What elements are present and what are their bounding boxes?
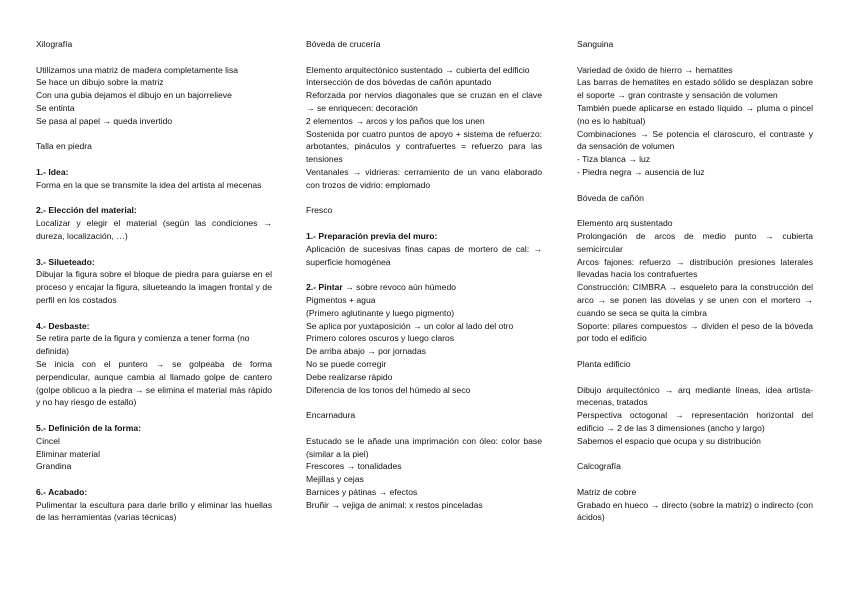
- column-middle: [306, 38, 542, 511]
- text-line: Sabemos el espacio que ocupa y su distribución: [577, 435, 761, 446]
- step-heading-pintar: 2.- Pintar: [306, 282, 343, 293]
- text-line: Frescores → tonalidades: [306, 461, 402, 472]
- text-line: 2 elementos → arcos y los paños que los unen: [306, 115, 485, 126]
- text-line: Con una gubia dejamos el dibujo en un bajorrelieve: [36, 90, 232, 101]
- step-text: Se inicia con el puntero → se golpeaba de forma perpendicular, aunque cambia al llamado golpe de cantero (golpe oblicuo a la piedra → se elimina el material más rápido y no hay riesgo de estallo): [36, 358, 272, 408]
- text-line: Se aplica por yuxtaposición → un color al lado del otro: [306, 320, 514, 331]
- text-line: (Primero aglutinante y luego pigmento): [306, 307, 455, 318]
- step-heading-material: 2.- Elección del material:: [36, 205, 137, 216]
- text-line: Diferencia de los tonos del húmedo al seco: [306, 384, 471, 395]
- text-line: También puede aplicarse en estado líquido → pluma o pincel (no es lo habitual): [577, 102, 813, 126]
- text-line: Se hace un dibujo sobre la matriz: [36, 77, 164, 88]
- step-heading-desbaste: 4.- Desbaste:: [36, 320, 90, 331]
- step-heading-preparacion: 1.- Preparación previa del muro:: [306, 230, 438, 241]
- text-line: Estucado se le añade una imprimación con óleo: color base (similar a la piel): [306, 435, 542, 459]
- text-line: Pigmentos + agua: [306, 294, 376, 305]
- text-line: Construcción: CIMBRA → esqueleto para la construcción del arco → se ponen las dovelas y se unen con el mortero → cuando se seca se quita la cimbra: [577, 282, 813, 318]
- text-line: Mejillas y cejas: [306, 474, 364, 485]
- text-line: No se puede corregir: [306, 358, 387, 369]
- text-line: Bruñir → vejiga de animal: x restos pinceladas: [306, 499, 483, 510]
- step-text: Pulimentar la escultura para darle brillo y eliminar las huellas de las herramientas (varias técnicas): [36, 499, 272, 523]
- step-heading-idea: 1.- Idea:: [36, 166, 69, 177]
- step-heading-acabado: 6.- Acabado:: [36, 486, 88, 497]
- step-heading-tail: → sobre revoco aún húmedo: [342, 282, 456, 293]
- text-line: Cincel: [36, 435, 60, 446]
- text-line: Elemento arquitectónico sustentado → cubierta del edificio: [306, 64, 530, 75]
- section-title-boveda-canon: Bóveda de cañón: [577, 192, 644, 203]
- text-line: Reforzada por nervios diagonales que se cruzan en el clave → se enriquecen: decoración: [306, 90, 542, 113]
- text-line: Primero colores oscuros y luego claros: [306, 333, 455, 344]
- section-title-xilografia: Xilografía: [36, 39, 73, 49]
- section-title-calcografia: Calcografía: [577, 461, 621, 472]
- step-text: Se retira parte de la figura y comienza a tener forma (no definida): [36, 333, 250, 357]
- text-line: Dibujo arquitectónico → arq mediante líneas, idea artista-mecenas, tratados: [577, 384, 813, 408]
- step-text: Dibujar la figura sobre el bloque de piedra para guiarse en el proceso y encajar la figura, siluetеando la imagen frontal y de perfil en los costados: [36, 269, 272, 305]
- text-line: Combinaciones → Se potencia el claroscuro, el contraste y da sensación de volumen: [577, 128, 813, 152]
- column-right: [577, 38, 813, 524]
- step-line-pintar: [306, 281, 542, 294]
- text-line: Perspectiva octogonal → representación horizontal del edificio → 2 de las 3 dimensiones (ancho y largo): [577, 410, 813, 433]
- section-title-encarnadura: Encarnadura: [306, 410, 356, 421]
- text-line: - Piedra negra → ausencia de luz: [577, 166, 705, 177]
- section-title-boveda-cruceria: Bóveda de crucería: [306, 39, 381, 49]
- column-left: [36, 38, 272, 524]
- text-line: Elemento arq sustentado: [577, 218, 673, 229]
- text-line: Grabado en hueco → directo (sobre la matriz) o indirecto (con ácidos): [577, 499, 813, 523]
- section-title-fresco: Fresco: [306, 205, 333, 216]
- text-line: Eliminar material: [36, 448, 100, 459]
- text-line: Se pasa al papel → queda invertido: [36, 115, 173, 126]
- text-line: Utilizamos una matriz de madera completamente lisa: [36, 64, 239, 75]
- step-text: Forma en la que se transmite la idea del artista al mecenas: [36, 179, 262, 190]
- section-title-planta: Planta edificio: [577, 358, 631, 369]
- text-line: Ventanales → vidrieras: cerramiento de un vano elaborado con trozos de vidrio: emplomado: [306, 166, 542, 190]
- text-line: Arcos fajones: refuerzo → distribución presiones laterales llevadas hacia los contrafuertes: [577, 256, 813, 280]
- text-line: Matriz de cobre: [577, 486, 637, 497]
- text-line: Intersección de dos bóvedas de cañón apuntado: [306, 77, 492, 88]
- text-line: Debe realizarse rápido: [306, 371, 393, 382]
- text-line: - Tiza blanca → luz: [577, 154, 651, 165]
- step-text: Localizar y elegir el material (según las condiciones → dureza, localización, …): [36, 218, 272, 241]
- text-line: Grandina: [36, 461, 72, 472]
- text-line: Las barras de hematites en estado sólido se desplazan sobre el soporte → gran contraste y sensación de volumen: [577, 77, 813, 101]
- text-line: Se entinta: [36, 102, 75, 113]
- text-line: De arriba abajo → por jornadas: [306, 346, 426, 357]
- section-title-sanguina: Sanguina: [577, 39, 614, 49]
- section-title-talla: Talla en piedra: [36, 141, 92, 152]
- step-heading-silueteado: 3.- Siluetеado:: [36, 256, 95, 267]
- text-line: Prolongación de arcos de medio punto → cubierta semicircular: [577, 230, 813, 254]
- text-line: Variedad de óxido de hierro → hematites: [577, 64, 733, 75]
- text-line: Soporte: pilares compuestos → dividen el peso de la bóveda por todo el edificio: [577, 320, 813, 344]
- text-line: Sostenida por cuatro puntos de apoyo + sistema de refuerzo: arbotantes, pináculos y contrafuertes = refuerzo para las tensiones: [306, 128, 542, 165]
- step-heading-definicion: 5.- Definición de la forma:: [36, 422, 142, 433]
- step-text: Aplicación de sucesivas finas capas de mortero de cal: → superficie homogénea: [306, 243, 542, 267]
- text-line: Barnices y pátinas → efectos: [306, 486, 418, 497]
